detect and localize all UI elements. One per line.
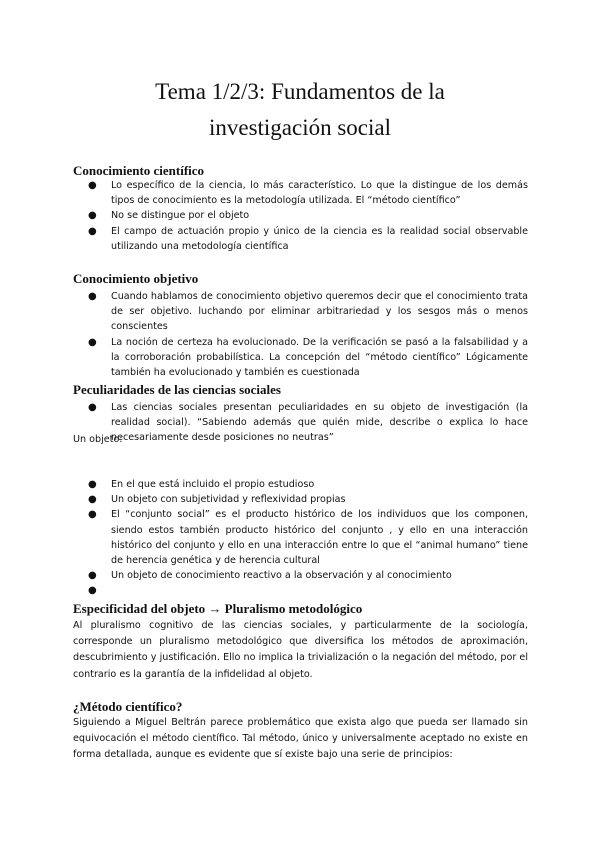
list-item: ● Cuando hablamos de conocimiento objetivo queremos decir que el conocimiento trata de ser objetivo. luchando por eliminar arbitrariedad y los sesgos más o menos conscientes (88, 291, 528, 333)
list-item: ● No se distingue por el objeto (73, 208, 528, 223)
list-item (73, 583, 528, 598)
heading-metodo-cientifico: ¿Método científico? (73, 699, 183, 714)
title-line-1: Tema 1/2/3: Fundamentos de la (155, 79, 445, 104)
bullet-icon: ● (88, 210, 97, 222)
bullet-icon: ● (88, 402, 97, 413)
page-title (60, 74, 540, 146)
bullet-icon: ● (88, 225, 97, 237)
paragraph-metodo-cientifico: Siguiendo a Miguel Beltrán parece problemático que exista algo que pueda ser llamado sin equivocación el método científico. Tal método, único y universalmente aceptado no existe en forma detallada, aunque es evidente que sí existe bajo una serie de principios: (73, 717, 528, 761)
bullet-icon: ● (88, 180, 97, 191)
list-item: ● Un objeto de conocimiento reactivo a la observación y al conocimiento (73, 568, 528, 583)
list-conocimiento-objetivo (73, 289, 528, 380)
heading-conocimiento-cientifico: Conocimiento científico (73, 163, 205, 178)
label-un-objeto: Un objeto: (73, 434, 123, 445)
list-conocimiento-cientifico (73, 178, 528, 254)
title-line-2: investigación social (208, 115, 392, 140)
bullet-icon: ● (88, 479, 97, 490)
bullet-icon: ● (88, 509, 97, 521)
heading-conocimiento-objetivo: Conocimiento objetivo (73, 271, 199, 286)
bullet-icon: ● (88, 585, 97, 597)
bullet-icon: ● (88, 494, 97, 506)
list-un-objeto (73, 477, 528, 599)
heading-especificidad: Especificidad del objeto → Pluralismo metodológico (73, 601, 363, 616)
heading-peculiaridades: Peculiaridades de las ciencias sociales (73, 382, 281, 397)
bullet-icon: ● (88, 336, 97, 348)
list-item: ● En el que está incluido el propio estudioso (73, 477, 528, 492)
list-item: ● El campo de actuación propio y único de la ciencia es la realidad social observable utilizando una metodología científica (88, 225, 528, 252)
list-peculiaridades (73, 400, 528, 446)
list-item: ● Las ciencias sociales presentan peculiaridades en su objeto de investigación (la realidad social). “Sabiendo además que quién mide, describe o explica lo hace necesariamente desde posiciones no neutras” (88, 402, 528, 444)
list-item: ● El “conjunto social” es el producto histórico de los individuos que los componen, siendo estos también producto histórico del conjunto , y ello en una interacción histórico del conjunto y ello en una interacción entre lo que el “animal humano” tiene de herencia genética y de herencia cultural (88, 509, 528, 567)
list-item: ● Un objeto con subjetividad y reflexividad propias (73, 492, 528, 507)
list-item: ● Lo específico de la ciencia, lo más característico. Lo que la distingue de los demás tipos de conocimiento es la metodología utilizada. El “método científico” (88, 180, 528, 207)
list-item: ● La noción de certeza ha evolucionado. De la verificación se pasó a la falsabilidad y a la corroboración probabilística. La concepción del “método científico” Lógicamente también ha evolucionado y también es cuestionada (88, 336, 528, 379)
bullet-icon: ● (88, 291, 97, 302)
paragraph-especificidad: Al pluralismo cognitivo de las ciencias sociales, y particularmente de la sociología, corresponde un pluralismo metodológico que diversifica los métodos de aproximación, descubrimiento y justificación. Ello no implica la trivialización o la negación del método, por el contrario es la garantía de la infidelidad al objeto. (73, 620, 528, 680)
bullet-icon: ● (88, 570, 97, 582)
